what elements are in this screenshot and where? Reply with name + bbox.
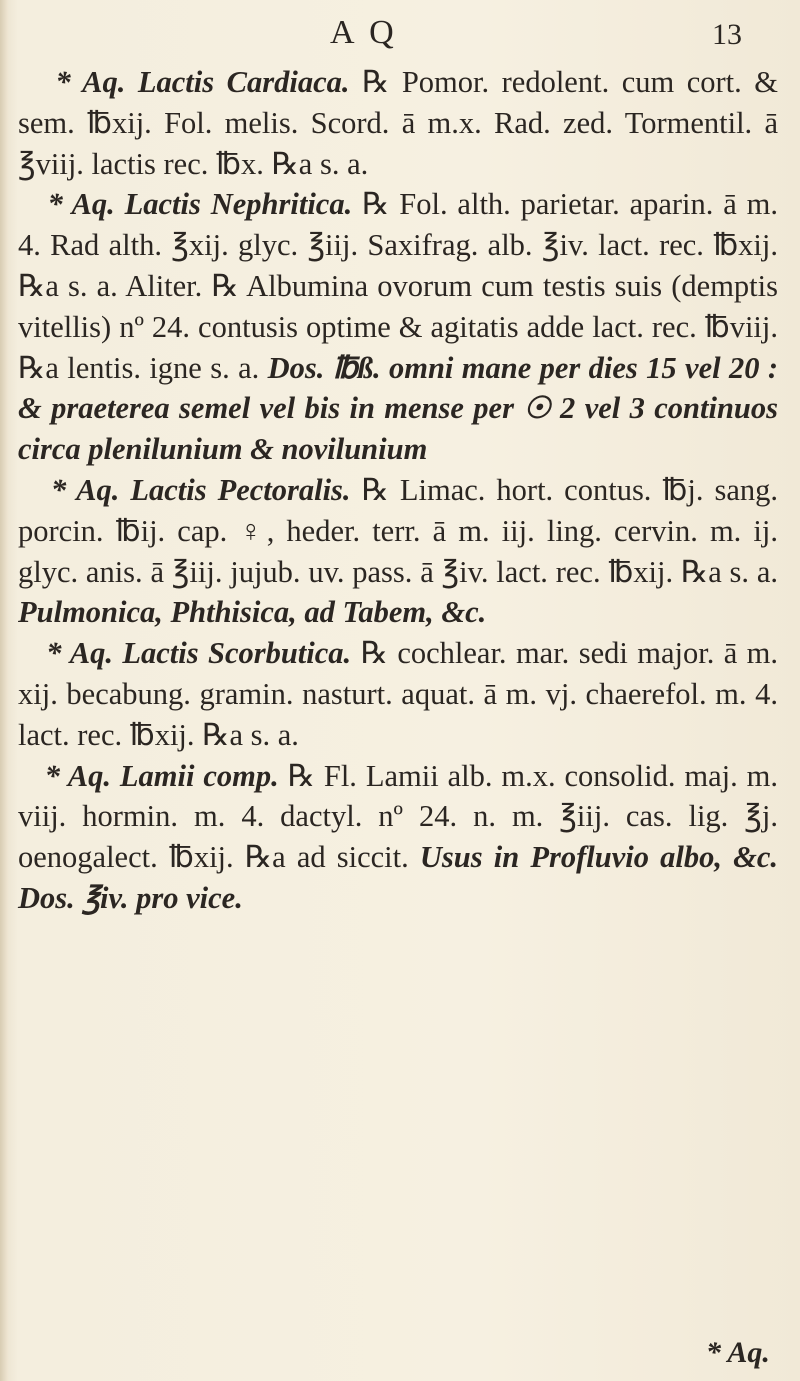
entry-lactis-scorbutica [18, 633, 778, 755]
text-block [18, 62, 778, 919]
entry-title: * Aq. Lamii comp. [44, 758, 279, 793]
entry-uses: Pulmonica, Phthisica, ad Tabem, &c. [18, 595, 487, 630]
entry-body: ℞ Fol. alth. parietar. aparin. ā m. 4. Rad alth. ℥xij. glyc. ℥iij. Saxifrag. alb. ℥iv. lact. rec. ℔xij. ℞a s. a. Aliter. ℞ Albumina ovorum cum testis suis (demptis vitellis) nº 24. contusis optime & agitatis adde lact. rec. ℔viij. ℞a lentis. igne s. a. [18, 187, 778, 385]
entry-body: ℞ Fl. Lamii alb. m.x. consolid. maj. m. viij. hormin. m. 4. dactyl. nº 24. n. m. ℥iij. cas. lig. ℥j. oenogalect. ℔xij. ℞a ad siccit. [18, 758, 779, 875]
page-header [0, 14, 800, 64]
entry-body: ℞ cochlear. mar. sedi major. ā m. xij. becabung. gramin. nasturt. aquat. ā m. vj. chaerefol. m. 4. lact. rec. ℔xij. ℞a s. a. [18, 636, 778, 752]
entry-title: * Aq. Lactis Scorbutica. [46, 636, 352, 671]
entry-lactis-nephritica [18, 184, 778, 470]
entry-title: * Aq. Lactis Nephritica. [47, 187, 353, 222]
catchword: * Aq. [706, 1336, 770, 1369]
entry-uses: Usus in Profluvio albo, &c. Dos. ℥iv. pro vice. [18, 840, 778, 915]
entry-title: * Aq. Lactis Pectoralis. [51, 472, 351, 507]
entry-lactis-cardiaca [18, 62, 778, 184]
entry-dosage: Dos. ℔ß. omni mane per dies 15 vel 20 : & praeterea semel vel bis in mense per ☉ 2 vel 3 continuos circa plenilunium & novilunium [18, 350, 778, 467]
binding-edge [0, 0, 8, 1381]
entry-title: * Aq. Lactis Cardiaca. [55, 65, 350, 99]
entry-body: ℞ Pomor. redolent. cum cort. & sem. ℔xij. Fol. melis. Scord. ā m.x. Rad. zed. Tormentil. ā ℥viij. lactis rec. ℔x. ℞a s. a. [18, 65, 778, 181]
running-head: A Q [330, 14, 398, 51]
page-number: 13 [712, 18, 742, 51]
entry-body: ℞ Limac. hort. contus. ℔j. sang. porcin. ℔ij. cap. ♀, heder. terr. ā m. iij. ling. cervin. m. ij. glyc. anis. ā ℥iij. jujub. uv. pass. ā ℥iv. lact. rec. ℔xij. ℞a s. a. [18, 472, 779, 589]
entry-lactis-pectoralis [18, 470, 778, 633]
entry-lamii-comp [18, 756, 778, 919]
